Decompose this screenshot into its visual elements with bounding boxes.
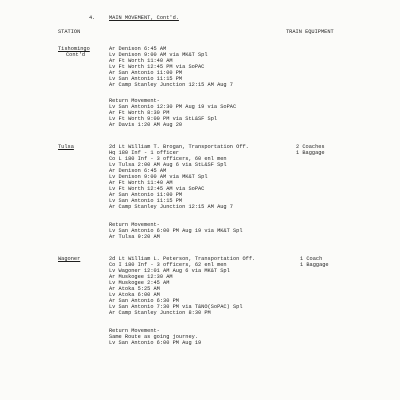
schedule-line: Lv Muskogee 2:45 AM bbox=[109, 280, 170, 286]
schedule-line: Lv Ft Worth 12:45 PM via SoPAC bbox=[109, 64, 205, 70]
schedule-line: Ar San Antonio 11:00 PM bbox=[109, 192, 183, 198]
schedule-line: Ar Denison 6:45 AM bbox=[109, 46, 167, 52]
schedule-line: Lv Atoka 6:00 AM bbox=[109, 292, 160, 298]
schedule-line: Ar Muskogee 12:30 AM bbox=[109, 274, 173, 280]
schedule-line: Ar Camp Stanley Junction 12:15 AM Aug 7 bbox=[109, 204, 233, 210]
schedule-line: Lv San Antonio 11:15 PM bbox=[109, 76, 183, 82]
schedule-line: Ar San Antonio 11:00 PM bbox=[109, 70, 183, 76]
schedule-line: Ar Davis 1:20 AM Aug 20 bbox=[109, 122, 183, 128]
page-title: MAIN MOVEMENT, Cont'd. bbox=[109, 15, 179, 21]
schedule-line: Lv San Antonio 12:30 PM Aug 19 via SoPAC bbox=[109, 104, 237, 110]
schedule-line: Lv Denison 9:00 AM via MK&T Spl bbox=[109, 174, 208, 180]
station-name: Wagoner bbox=[58, 256, 81, 262]
equipment-column-header: TRAIN EQUIPMENT bbox=[286, 29, 334, 35]
schedule-line: Same Route as going journey. bbox=[109, 334, 199, 340]
station-name: Tulsa bbox=[58, 144, 74, 150]
schedule-line: Lv San Antonio 6:00 PM Aug 19 via MK&T Spl bbox=[109, 228, 243, 234]
schedule-line: Ar Camp Stanley Junction 12:15 AM Aug 7 bbox=[109, 82, 233, 88]
schedule-line: Co I 180 Inf - 3 officers, 62 enl men bbox=[109, 262, 227, 268]
schedule-line: Ar San Antonio 6:30 PM bbox=[109, 298, 179, 304]
schedule-line: Ar Camp Stanley Junction 8:30 PM bbox=[109, 310, 211, 316]
equipment-item: 1 Baggage bbox=[300, 262, 329, 268]
schedule-line: Ar Atoka 5:25 AM bbox=[109, 286, 160, 292]
schedule-line: Lv Ft Worth 12:45 AM via SoPAC bbox=[109, 186, 205, 192]
schedule-line: Lv Ft Worth 9:00 PM via StL&SF Spl bbox=[109, 116, 218, 122]
schedule-line: Lv San Antonio 7:30 PM via T&NO(SoPAC) Spl bbox=[109, 304, 243, 310]
schedule-line: Lv Tulsa 2:00 AM Aug 6 via StL&SF Spl bbox=[109, 162, 227, 168]
schedule-line: Co L 180 Inf - 3 officers, 60 enl men bbox=[109, 156, 227, 162]
schedule-line: Lv San Antonio 6:00 PM Aug 19 bbox=[109, 340, 202, 346]
schedule-line: Ar Ft Worth 8:30 PM bbox=[109, 110, 170, 116]
schedule-line: Lv Wagoner 12:01 AM Aug 6 via MK&T Spl bbox=[109, 268, 230, 274]
schedule-line: Lv San Antonio 11:15 PM bbox=[109, 198, 183, 204]
section-number: 4. bbox=[89, 15, 96, 21]
schedule-line: Ar Ft Worth 11:40 AM bbox=[109, 180, 173, 186]
schedule-line: Ar Denison 6:45 AM bbox=[109, 168, 167, 174]
station-column-header: STATION bbox=[58, 29, 81, 35]
return-movement-heading: Return Movement- bbox=[109, 98, 160, 104]
equipment-item: 2 Coaches bbox=[296, 144, 325, 150]
schedule-line: Ar Ft Worth 11:40 AM bbox=[109, 58, 173, 64]
station-continued: Cont'd bbox=[66, 52, 86, 58]
equipment-item: 1 Coach bbox=[300, 256, 323, 262]
schedule-line: Ar Tulsa 9:20 AM bbox=[109, 234, 160, 240]
transportation-officer: 2d Lt William T. Brogan, Transportation Off. bbox=[109, 144, 249, 150]
transportation-officer: 2d Lt William L. Peterson, Transportation Off. bbox=[109, 256, 256, 262]
schedule-line: Hq 180 Inf - 1 officer bbox=[109, 150, 179, 156]
station-name: Tishomingo bbox=[58, 46, 90, 52]
equipment-item: 1 Baggage bbox=[296, 150, 325, 156]
return-movement-heading: Return Movement- bbox=[109, 222, 160, 228]
return-movement-heading: Return Movement- bbox=[109, 328, 160, 334]
schedule-line: Lv Denison 9:00 AM via MK&T Spl bbox=[109, 52, 208, 58]
